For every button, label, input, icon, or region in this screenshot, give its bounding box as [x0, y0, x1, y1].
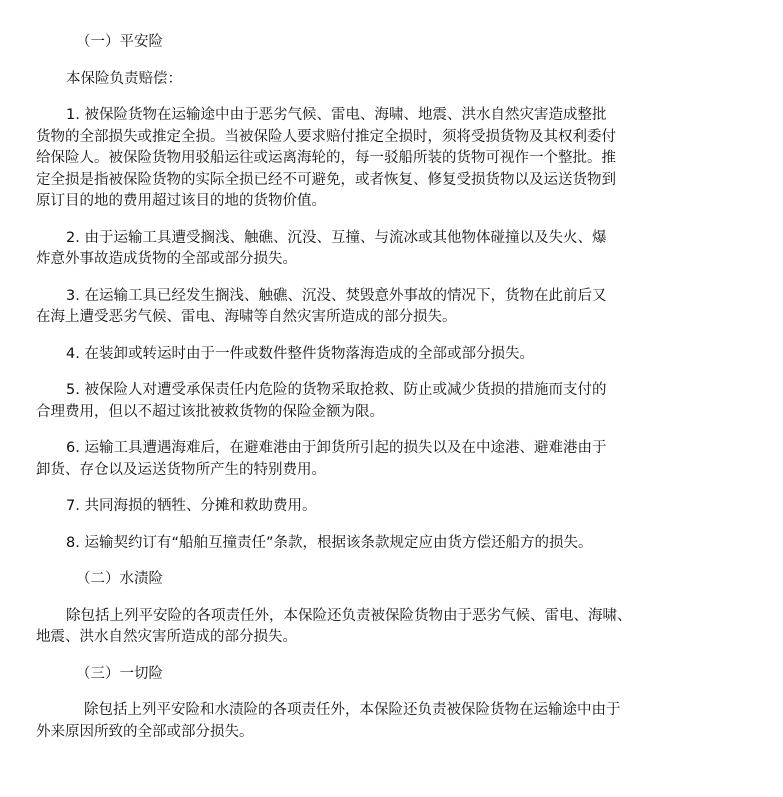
clause-line: 给保险人。被保险货物用驳船运往或运离海轮的，每一驳船所装的货物可视作一个整批。推 [36, 150, 616, 166]
document-body [36, 32, 730, 758]
clause-4 [36, 344, 730, 366]
clause-line: 5. 被保险人对遭受承保责任内危险的货物采取抢救、防止或减少货损的措施而支付的 [66, 382, 607, 398]
clause-line: 定全损是指被保险货物的实际全损已经不可避免，或者恢复、修复受损货物以及运送货物到 [36, 171, 616, 188]
clause-line: 炸意外事故造成货物的全部或部分损失。 [36, 251, 297, 267]
paragraph-line: 外来原因所致的全部或部分损失。 [36, 723, 254, 740]
section-heading-1: （一）平安险 [76, 34, 163, 50]
clause-5 [36, 380, 730, 423]
section-2-paragraph [36, 606, 730, 649]
intro-paragraph [36, 69, 730, 91]
paragraph-line: 除包括上列平安险的各项责任外，本保险还负责被保险货物由于恶劣气候、雷电、海啸、 [66, 607, 632, 624]
clause-line: 合理费用，但以不超过该批被救货物的保险金额为限。 [36, 403, 384, 420]
clause-1 [36, 105, 730, 213]
clause-line: 6. 运输工具遭遇海难后，在避难港由于卸货所引起的损失以及在中途港、避难港由于 [66, 440, 607, 456]
clause-7 [36, 496, 730, 518]
clause-line: 7. 共同海损的牺牲、分摊和救助费用。 [66, 498, 317, 514]
clause-6 [36, 438, 730, 481]
clause-line: 卸货、存仓以及运送货物所产生的特别费用。 [36, 461, 326, 478]
clause-3 [36, 286, 730, 329]
clause-line: 4. 在装卸或转运时由于一件或数件整件货物落海造成的全部或部分损失。 [66, 345, 534, 362]
clause-line: 原订目的地的费用超过该目的地的货物价值。 [36, 193, 326, 209]
section-heading-3: （三）一切险 [76, 665, 163, 682]
paragraph-line: 地震、洪水自然灾害所造成的部分损失。 [36, 629, 297, 645]
clause-line: 在海上遭受恶劣气候、雷电、海啸等自然灾害所造成的部分损失。 [36, 309, 457, 325]
clause-line: 2. 由于运输工具遭受搁浅、触礁、沉没、互撞、与流冰或其他物体碰撞以及失火、爆 [66, 229, 607, 246]
paragraph-line: 除包括上列平安险和水渍险的各项责任外，本保险还负责被保险货物在运输途中由于 [84, 702, 621, 718]
clause-2 [36, 228, 730, 271]
clause-line: 8. 运输契约订有“船舶互撞责任”条款，根据该条款规定应由货方偿还船方的损失。 [66, 534, 593, 551]
clause-line: 3. 在运输工具已经发生搁浅、触礁、沉没、焚毁意外事故的情况下，货物在此前后又 [66, 287, 607, 304]
section-3-paragraph [36, 700, 730, 743]
section-heading-2: （二）水渍险 [76, 571, 163, 587]
clause-line: 货物的全部损失或推定全损。当被保险人要求赔付推定全损时，须将受损货物及其权利委付 [36, 128, 616, 145]
intro-line: 本保险负责赔偿： [66, 70, 182, 87]
clause-8 [36, 533, 730, 555]
clause-line: 1. 被保险货物在运输途中由于恶劣气候、雷电、海啸、地震、洪水自然灾害造成整批 [66, 107, 607, 123]
